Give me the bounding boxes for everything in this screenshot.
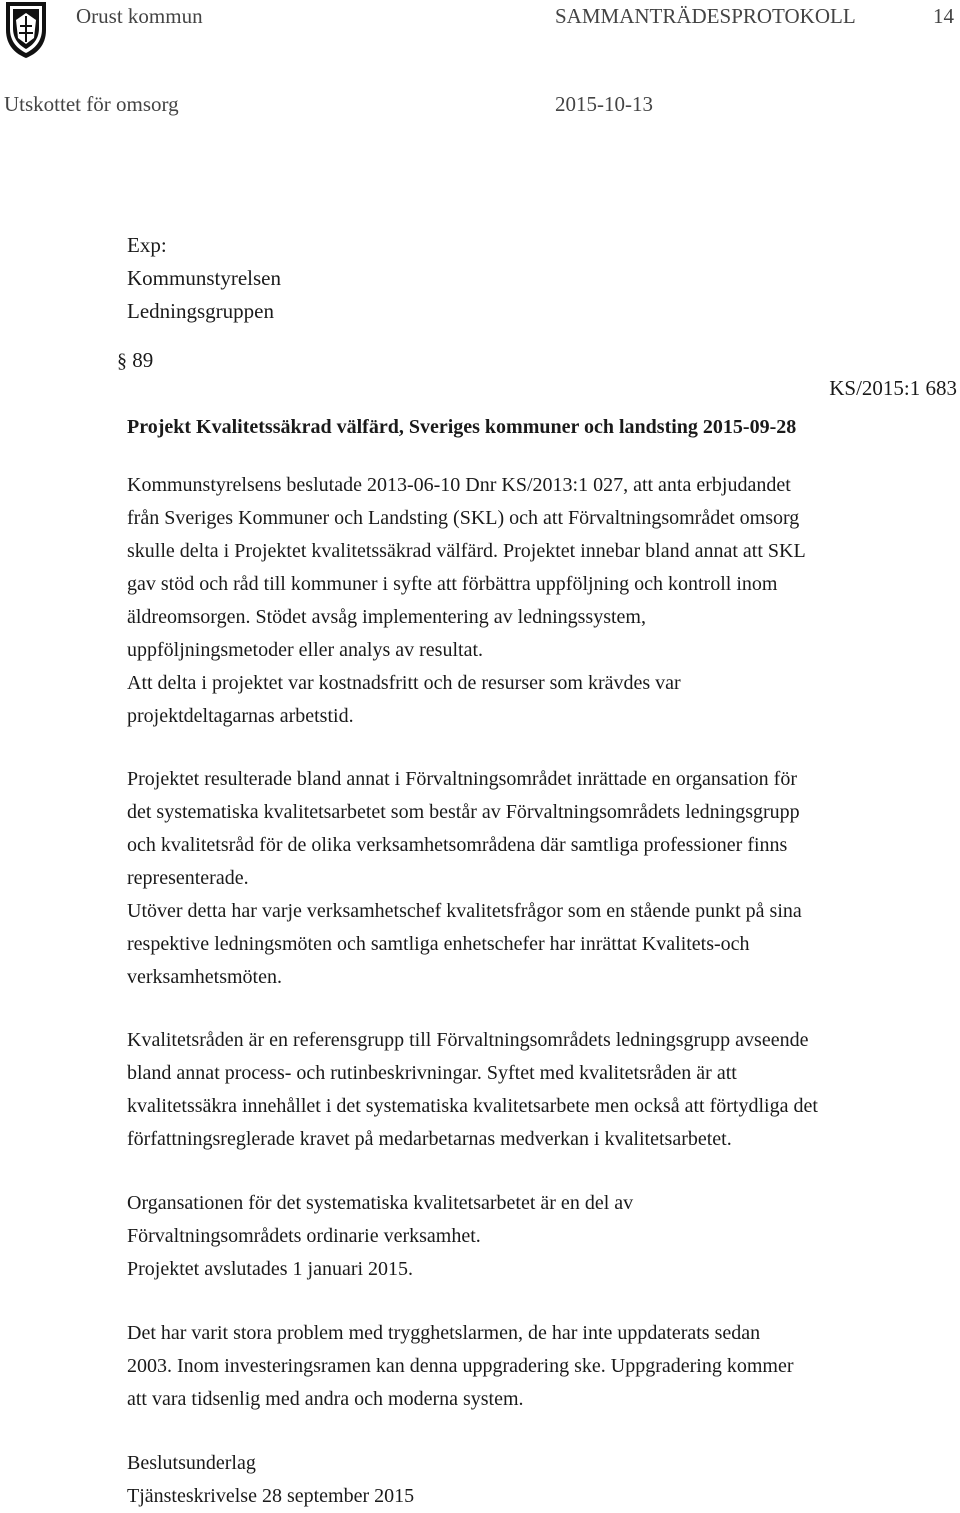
text-line: Det har varit stora problem med trygghetslarmen, de har inte uppdaterats sedan: [127, 1322, 761, 1344]
text-line: Organsationen för det systematiska kvalitetsarbetet är en del av: [127, 1192, 634, 1214]
text-line: bland annat process- och rutinbeskrivningar. Syftet med kvalitetsråden är att: [127, 1062, 737, 1084]
decision-basis-heading: Beslutsunderlag: [127, 1452, 256, 1474]
exp-block: [127, 229, 281, 328]
exp-recipient: Kommunstyrelsen: [127, 266, 281, 290]
exp-label: Exp:: [127, 233, 167, 257]
page-title: Projekt Kvalitetssäkrad välfärd, Sveriges kommuner och landsting 2015-09-28: [127, 416, 797, 438]
decision-basis: [127, 1447, 957, 1513]
page-number: 14: [933, 4, 954, 28]
text-line: skulle delta i Projektet kvalitetssäkrad välfärd. Projektet innebar bland annat att SKL: [127, 540, 806, 562]
text-line: Kommunstyrelsens beslutade 2013-06-10 Dnr KS/2013:1 027, att anta erbjudandet: [127, 474, 791, 496]
body-paragraph-5: [127, 1317, 957, 1416]
decision-basis-item: Tjänsteskrivelse 28 september 2015: [127, 1485, 415, 1507]
body-paragraph-3: [127, 1024, 957, 1156]
text-line: det systematiska kvalitetsarbetet som består av Förvaltningsområdets ledningsgrupp: [127, 801, 800, 823]
text-line: och kvalitetsråd för de olika verksamhetsområdena där samtliga professioner finns: [127, 834, 788, 856]
text-line: Förvaltningsområdets ordinarie verksamhet.: [127, 1225, 481, 1247]
body-paragraph-4: [127, 1187, 957, 1286]
text-line: uppföljningsmetoder eller analys av resultat.: [127, 639, 484, 661]
text-line: författningsreglerade kravet på medarbetarnas medverkan i kvalitetsarbetet.: [127, 1128, 732, 1150]
text-line: Projektet resulterade bland annat i Förvaltningsområdet inrättade en organsation för: [127, 768, 797, 790]
text-line: projektdeltagarnas arbetstid.: [127, 705, 354, 727]
exp-recipient: Ledningsgruppen: [127, 299, 274, 323]
text-line: respektive ledningsmöten och samtliga enhetschefer har inrättat Kvalitets-och: [127, 933, 750, 955]
municipality-name: Orust kommun: [76, 4, 203, 28]
text-line: verksamhetsmöten.: [127, 966, 282, 988]
text-line: Utöver detta har varje verksamhetschef kvalitetsfrågor som en stående punkt på sina: [127, 900, 802, 922]
body-paragraph-2: [127, 763, 957, 994]
text-line: äldreomsorgen. Stödet avsåg implementering av ledningssystem,: [127, 606, 646, 628]
text-line: Att delta i projektet var kostnadsfritt och de resurser som krävdes var: [127, 672, 681, 694]
document-type: SAMMANTRÄDESPROTOKOLL: [555, 4, 856, 28]
text-line: 2003. Inom investeringsramen kan denna uppgradering ske. Uppgradering kommer: [127, 1355, 794, 1377]
committee-name: Utskottet för omsorg: [4, 92, 179, 116]
text-line: kvalitetssäkra innehållet i det systematiska kvalitetsarbete men också att förtydliga det: [127, 1095, 818, 1117]
text-line: Projektet avslutades 1 januari 2015.: [127, 1258, 414, 1280]
case-number: KS/2015:1 683: [829, 376, 957, 400]
text-line: från Sveriges Kommuner och Landsting (SKL) och att Förvaltningsområdet omsorg: [127, 507, 800, 529]
text-line: att vara tidsenlig med andra och moderna system.: [127, 1388, 524, 1410]
body-paragraph-1: [127, 469, 957, 733]
text-line: gav stöd och råd till kommuner i syfte att förbättra uppföljning och kontroll inom: [127, 573, 778, 595]
text-line: representerade.: [127, 867, 249, 889]
text-line: Kvalitetsråden är en referensgrupp till Förvaltningsområdets ledningsgrupp avseende: [127, 1029, 809, 1051]
meeting-date: 2015-10-13: [555, 92, 653, 116]
paragraph-number: § 89: [117, 348, 154, 372]
municipality-logo: [4, 0, 48, 60]
section-sign-icon: §: [117, 350, 127, 372]
